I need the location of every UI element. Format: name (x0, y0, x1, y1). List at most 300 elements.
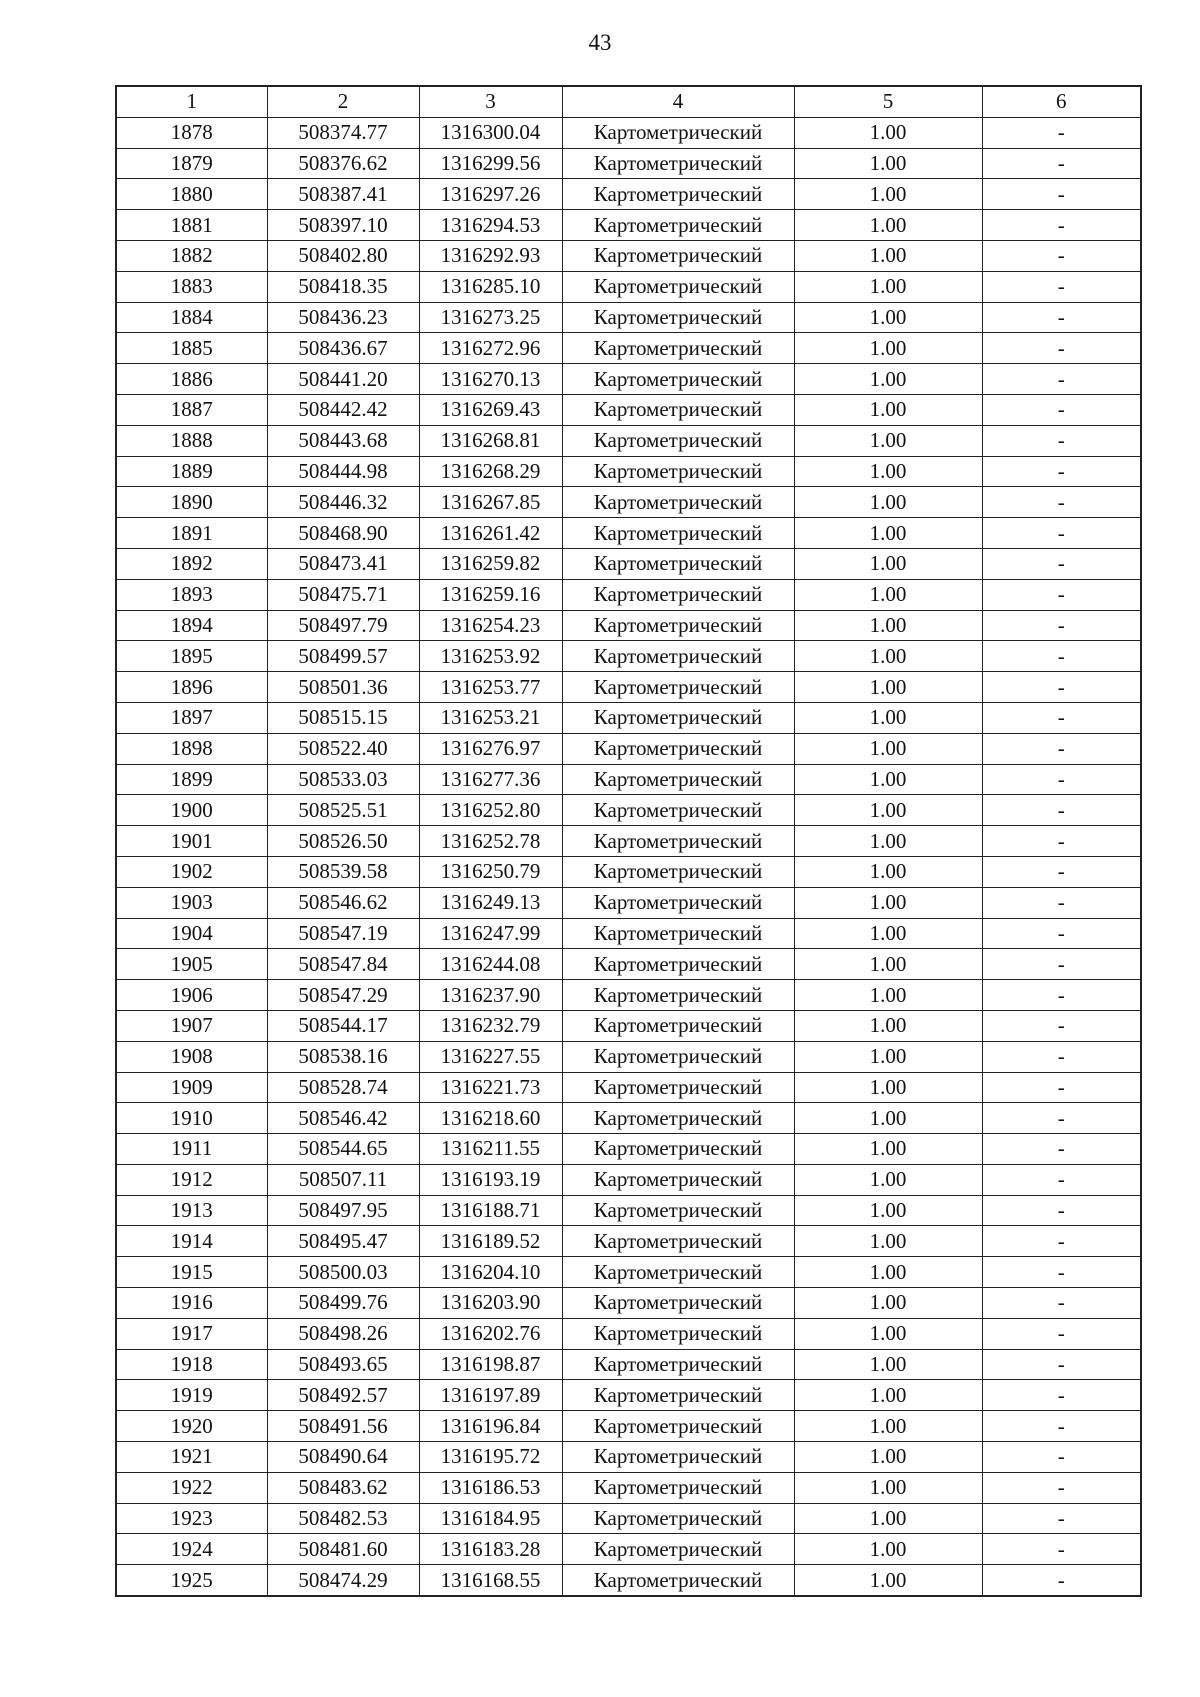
note-cell: - (982, 1534, 1141, 1565)
note-cell: - (982, 1041, 1141, 1072)
method-cell: Картометрический (562, 733, 794, 764)
note-cell: - (982, 1442, 1141, 1473)
table-row (116, 610, 1141, 641)
table-row (116, 1072, 1141, 1103)
point-number-cell: 1903 (116, 887, 267, 918)
accuracy-cell: 1.00 (794, 271, 982, 302)
accuracy-cell: 1.00 (794, 302, 982, 333)
method-cell: Картометрический (562, 1164, 794, 1195)
x-coordinate-cell: 508441.20 (267, 364, 419, 395)
accuracy-cell: 1.00 (794, 1195, 982, 1226)
y-coordinate-cell: 1316249.13 (419, 887, 562, 918)
accuracy-cell: 1.00 (794, 364, 982, 395)
point-number-cell: 1892 (116, 548, 267, 579)
table-row (116, 949, 1141, 980)
y-coordinate-cell: 1316168.55 (419, 1565, 562, 1596)
note-cell: - (982, 1472, 1141, 1503)
x-coordinate-cell: 508443.68 (267, 425, 419, 456)
y-coordinate-cell: 1316247.99 (419, 918, 562, 949)
point-number-cell: 1888 (116, 425, 267, 456)
x-coordinate-cell: 508491.56 (267, 1411, 419, 1442)
point-number-cell: 1883 (116, 271, 267, 302)
column-header-5: 5 (794, 86, 982, 117)
y-coordinate-cell: 1316253.77 (419, 672, 562, 703)
note-cell: - (982, 240, 1141, 271)
method-cell: Картометрический (562, 795, 794, 826)
accuracy-cell: 1.00 (794, 1380, 982, 1411)
method-cell: Картометрический (562, 487, 794, 518)
x-coordinate-cell: 508501.36 (267, 672, 419, 703)
x-coordinate-cell: 508528.74 (267, 1072, 419, 1103)
note-cell: - (982, 333, 1141, 364)
point-number-cell: 1879 (116, 148, 267, 179)
accuracy-cell: 1.00 (794, 425, 982, 456)
x-coordinate-cell: 508397.10 (267, 210, 419, 241)
table-row (116, 1103, 1141, 1134)
note-cell: - (982, 1010, 1141, 1041)
x-coordinate-cell: 508475.71 (267, 579, 419, 610)
table-row (116, 1349, 1141, 1380)
y-coordinate-cell: 1316273.25 (419, 302, 562, 333)
table-row (116, 1226, 1141, 1257)
accuracy-cell: 1.00 (794, 148, 982, 179)
y-coordinate-cell: 1316198.87 (419, 1349, 562, 1380)
x-coordinate-cell: 508493.65 (267, 1349, 419, 1380)
x-coordinate-cell: 508547.84 (267, 949, 419, 980)
point-number-cell: 1894 (116, 610, 267, 641)
accuracy-cell: 1.00 (794, 733, 982, 764)
note-cell: - (982, 148, 1141, 179)
accuracy-cell: 1.00 (794, 610, 982, 641)
method-cell: Картометрический (562, 425, 794, 456)
point-number-cell: 1898 (116, 733, 267, 764)
x-coordinate-cell: 508533.03 (267, 764, 419, 795)
y-coordinate-cell: 1316253.92 (419, 641, 562, 672)
accuracy-cell: 1.00 (794, 1134, 982, 1165)
point-number-cell: 1904 (116, 918, 267, 949)
point-number-cell: 1925 (116, 1565, 267, 1596)
point-number-cell: 1880 (116, 179, 267, 210)
x-coordinate-cell: 508539.58 (267, 856, 419, 887)
x-coordinate-cell: 508376.62 (267, 148, 419, 179)
x-coordinate-cell: 508526.50 (267, 826, 419, 857)
method-cell: Картометрический (562, 949, 794, 980)
method-cell: Картометрический (562, 1411, 794, 1442)
table-row (116, 1288, 1141, 1319)
accuracy-cell: 1.00 (794, 1534, 982, 1565)
y-coordinate-cell: 1316294.53 (419, 210, 562, 241)
x-coordinate-cell: 508483.62 (267, 1472, 419, 1503)
x-coordinate-cell: 508418.35 (267, 271, 419, 302)
accuracy-cell: 1.00 (794, 1041, 982, 1072)
point-number-cell: 1886 (116, 364, 267, 395)
note-cell: - (982, 179, 1141, 210)
method-cell: Картометрический (562, 1226, 794, 1257)
table-row (116, 1010, 1141, 1041)
y-coordinate-cell: 1316197.89 (419, 1380, 562, 1411)
y-coordinate-cell: 1316270.13 (419, 364, 562, 395)
method-cell: Картометрический (562, 394, 794, 425)
table-row (116, 302, 1141, 333)
x-coordinate-cell: 508499.76 (267, 1288, 419, 1319)
x-coordinate-cell: 508436.23 (267, 302, 419, 333)
table-row (116, 1411, 1141, 1442)
point-number-cell: 1900 (116, 795, 267, 826)
point-number-cell: 1890 (116, 487, 267, 518)
note-cell: - (982, 702, 1141, 733)
point-number-cell: 1914 (116, 1226, 267, 1257)
x-coordinate-cell: 508547.19 (267, 918, 419, 949)
table-row (116, 980, 1141, 1011)
method-cell: Картометрический (562, 672, 794, 703)
note-cell: - (982, 641, 1141, 672)
table-row (116, 425, 1141, 456)
method-cell: Картометрический (562, 1349, 794, 1380)
accuracy-cell: 1.00 (794, 826, 982, 857)
table-row (116, 1503, 1141, 1534)
note-cell: - (982, 1226, 1141, 1257)
note-cell: - (982, 1072, 1141, 1103)
y-coordinate-cell: 1316195.72 (419, 1442, 562, 1473)
table-row (116, 733, 1141, 764)
y-coordinate-cell: 1316277.36 (419, 764, 562, 795)
table-row (116, 456, 1141, 487)
y-coordinate-cell: 1316272.96 (419, 333, 562, 364)
accuracy-cell: 1.00 (794, 1257, 982, 1288)
method-cell: Картометрический (562, 179, 794, 210)
point-number-cell: 1901 (116, 826, 267, 857)
method-cell: Картометрический (562, 1134, 794, 1165)
accuracy-cell: 1.00 (794, 210, 982, 241)
x-coordinate-cell: 508497.79 (267, 610, 419, 641)
accuracy-cell: 1.00 (794, 579, 982, 610)
accuracy-cell: 1.00 (794, 1072, 982, 1103)
table-row (116, 240, 1141, 271)
accuracy-cell: 1.00 (794, 1442, 982, 1473)
x-coordinate-cell: 508492.57 (267, 1380, 419, 1411)
point-number-cell: 1910 (116, 1103, 267, 1134)
y-coordinate-cell: 1316189.52 (419, 1226, 562, 1257)
y-coordinate-cell: 1316267.85 (419, 487, 562, 518)
table-row (116, 1534, 1141, 1565)
method-cell: Картометрический (562, 764, 794, 795)
table-row (116, 1164, 1141, 1195)
note-cell: - (982, 1318, 1141, 1349)
y-coordinate-cell: 1316204.10 (419, 1257, 562, 1288)
x-coordinate-cell: 508515.15 (267, 702, 419, 733)
table-header (116, 86, 1141, 117)
note-cell: - (982, 548, 1141, 579)
y-coordinate-cell: 1316261.42 (419, 518, 562, 549)
x-coordinate-cell: 508468.90 (267, 518, 419, 549)
table-row (116, 1195, 1141, 1226)
note-cell: - (982, 364, 1141, 395)
accuracy-cell: 1.00 (794, 949, 982, 980)
header-row (116, 86, 1141, 117)
point-number-cell: 1921 (116, 1442, 267, 1473)
point-number-cell: 1889 (116, 456, 267, 487)
method-cell: Картометрический (562, 1103, 794, 1134)
method-cell: Картометрический (562, 210, 794, 241)
method-cell: Картометрический (562, 641, 794, 672)
note-cell: - (982, 887, 1141, 918)
note-cell: - (982, 425, 1141, 456)
accuracy-cell: 1.00 (794, 1164, 982, 1195)
note-cell: - (982, 271, 1141, 302)
y-coordinate-cell: 1316218.60 (419, 1103, 562, 1134)
y-coordinate-cell: 1316193.19 (419, 1164, 562, 1195)
table-row (116, 641, 1141, 672)
table-row (116, 271, 1141, 302)
note-cell: - (982, 1349, 1141, 1380)
x-coordinate-cell: 508497.95 (267, 1195, 419, 1226)
table-row (116, 148, 1141, 179)
note-cell: - (982, 579, 1141, 610)
method-cell: Картометрический (562, 271, 794, 302)
method-cell: Картометрический (562, 702, 794, 733)
x-coordinate-cell: 508507.11 (267, 1164, 419, 1195)
table-row (116, 795, 1141, 826)
method-cell: Картометрический (562, 518, 794, 549)
x-coordinate-cell: 508522.40 (267, 733, 419, 764)
note-cell: - (982, 1164, 1141, 1195)
accuracy-cell: 1.00 (794, 980, 982, 1011)
method-cell: Картометрический (562, 117, 794, 148)
point-number-cell: 1902 (116, 856, 267, 887)
point-number-cell: 1906 (116, 980, 267, 1011)
note-cell: - (982, 117, 1141, 148)
method-cell: Картометрический (562, 148, 794, 179)
x-coordinate-cell: 508481.60 (267, 1534, 419, 1565)
x-coordinate-cell: 508490.64 (267, 1442, 419, 1473)
method-cell: Картометрический (562, 579, 794, 610)
point-number-cell: 1917 (116, 1318, 267, 1349)
point-number-cell: 1922 (116, 1472, 267, 1503)
column-header-2: 2 (267, 86, 419, 117)
x-coordinate-cell: 508387.41 (267, 179, 419, 210)
table-row (116, 1380, 1141, 1411)
accuracy-cell: 1.00 (794, 1318, 982, 1349)
page-number: 43 (588, 30, 612, 55)
accuracy-cell: 1.00 (794, 487, 982, 518)
x-coordinate-cell: 508544.65 (267, 1134, 419, 1165)
y-coordinate-cell: 1316285.10 (419, 271, 562, 302)
table-row (116, 394, 1141, 425)
method-cell: Картометрический (562, 856, 794, 887)
point-number-cell: 1920 (116, 1411, 267, 1442)
y-coordinate-cell: 1316221.73 (419, 1072, 562, 1103)
table-row (116, 826, 1141, 857)
note-cell: - (982, 980, 1141, 1011)
note-cell: - (982, 1565, 1141, 1596)
table-row (116, 1565, 1141, 1596)
table-row (116, 1041, 1141, 1072)
accuracy-cell: 1.00 (794, 1010, 982, 1041)
x-coordinate-cell: 508546.62 (267, 887, 419, 918)
point-number-cell: 1907 (116, 1010, 267, 1041)
point-number-cell: 1881 (116, 210, 267, 241)
point-number-cell: 1915 (116, 1257, 267, 1288)
point-number-cell: 1891 (116, 518, 267, 549)
y-coordinate-cell: 1316259.82 (419, 548, 562, 579)
y-coordinate-cell: 1316252.80 (419, 795, 562, 826)
point-number-cell: 1884 (116, 302, 267, 333)
table-row (116, 1134, 1141, 1165)
accuracy-cell: 1.00 (794, 672, 982, 703)
x-coordinate-cell: 508446.32 (267, 487, 419, 518)
accuracy-cell: 1.00 (794, 456, 982, 487)
y-coordinate-cell: 1316202.76 (419, 1318, 562, 1349)
method-cell: Картометрический (562, 887, 794, 918)
note-cell: - (982, 456, 1141, 487)
accuracy-cell: 1.00 (794, 918, 982, 949)
y-coordinate-cell: 1316268.81 (419, 425, 562, 456)
note-cell: - (982, 394, 1141, 425)
point-number-cell: 1899 (116, 764, 267, 795)
accuracy-cell: 1.00 (794, 856, 982, 887)
accuracy-cell: 1.00 (794, 1565, 982, 1596)
note-cell: - (982, 1103, 1141, 1134)
table-row (116, 487, 1141, 518)
y-coordinate-cell: 1316196.84 (419, 1411, 562, 1442)
method-cell: Картометрический (562, 918, 794, 949)
x-coordinate-cell: 508500.03 (267, 1257, 419, 1288)
method-cell: Картометрический (562, 1072, 794, 1103)
y-coordinate-cell: 1316237.90 (419, 980, 562, 1011)
note-cell: - (982, 1288, 1141, 1319)
coordinates-table (115, 85, 1142, 1597)
x-coordinate-cell: 508495.47 (267, 1226, 419, 1257)
x-coordinate-cell: 508473.41 (267, 548, 419, 579)
table-row (116, 1318, 1141, 1349)
y-coordinate-cell: 1316292.93 (419, 240, 562, 271)
x-coordinate-cell: 508402.80 (267, 240, 419, 271)
point-number-cell: 1911 (116, 1134, 267, 1165)
x-coordinate-cell: 508498.26 (267, 1318, 419, 1349)
x-coordinate-cell: 508442.42 (267, 394, 419, 425)
x-coordinate-cell: 508546.42 (267, 1103, 419, 1134)
method-cell: Картометрический (562, 980, 794, 1011)
method-cell: Картометрический (562, 1380, 794, 1411)
method-cell: Картометрический (562, 1565, 794, 1596)
y-coordinate-cell: 1316188.71 (419, 1195, 562, 1226)
method-cell: Картометрический (562, 548, 794, 579)
y-coordinate-cell: 1316252.78 (419, 826, 562, 857)
method-cell: Картометрический (562, 1472, 794, 1503)
table-row (116, 764, 1141, 795)
point-number-cell: 1908 (116, 1041, 267, 1072)
table-row (116, 518, 1141, 549)
y-coordinate-cell: 1316259.16 (419, 579, 562, 610)
point-number-cell: 1885 (116, 333, 267, 364)
accuracy-cell: 1.00 (794, 795, 982, 826)
method-cell: Картометрический (562, 1257, 794, 1288)
accuracy-cell: 1.00 (794, 1411, 982, 1442)
y-coordinate-cell: 1316254.23 (419, 610, 562, 641)
method-cell: Картометрический (562, 456, 794, 487)
note-cell: - (982, 672, 1141, 703)
table-row (116, 1257, 1141, 1288)
point-number-cell: 1896 (116, 672, 267, 703)
table-row (116, 210, 1141, 241)
x-coordinate-cell: 508547.29 (267, 980, 419, 1011)
point-number-cell: 1909 (116, 1072, 267, 1103)
point-number-cell: 1878 (116, 117, 267, 148)
accuracy-cell: 1.00 (794, 333, 982, 364)
note-cell: - (982, 210, 1141, 241)
note-cell: - (982, 302, 1141, 333)
accuracy-cell: 1.00 (794, 1472, 982, 1503)
accuracy-cell: 1.00 (794, 179, 982, 210)
point-number-cell: 1924 (116, 1534, 267, 1565)
note-cell: - (982, 918, 1141, 949)
y-coordinate-cell: 1316186.53 (419, 1472, 562, 1503)
table-row (116, 702, 1141, 733)
y-coordinate-cell: 1316184.95 (419, 1503, 562, 1534)
y-coordinate-cell: 1316299.56 (419, 148, 562, 179)
accuracy-cell: 1.00 (794, 1288, 982, 1319)
point-number-cell: 1897 (116, 702, 267, 733)
note-cell: - (982, 1134, 1141, 1165)
point-number-cell: 1912 (116, 1164, 267, 1195)
x-coordinate-cell: 508444.98 (267, 456, 419, 487)
method-cell: Картометрический (562, 610, 794, 641)
table-row (116, 918, 1141, 949)
accuracy-cell: 1.00 (794, 240, 982, 271)
y-coordinate-cell: 1316232.79 (419, 1010, 562, 1041)
method-cell: Картометрический (562, 364, 794, 395)
note-cell: - (982, 1503, 1141, 1534)
point-number-cell: 1882 (116, 240, 267, 271)
y-coordinate-cell: 1316253.21 (419, 702, 562, 733)
table-row (116, 333, 1141, 364)
point-number-cell: 1893 (116, 579, 267, 610)
method-cell: Картометрический (562, 1010, 794, 1041)
y-coordinate-cell: 1316297.26 (419, 179, 562, 210)
note-cell: - (982, 826, 1141, 857)
point-number-cell: 1923 (116, 1503, 267, 1534)
y-coordinate-cell: 1316244.08 (419, 949, 562, 980)
point-number-cell: 1918 (116, 1349, 267, 1380)
y-coordinate-cell: 1316211.55 (419, 1134, 562, 1165)
x-coordinate-cell: 508436.67 (267, 333, 419, 364)
y-coordinate-cell: 1316183.28 (419, 1534, 562, 1565)
column-header-1: 1 (116, 86, 267, 117)
point-number-cell: 1887 (116, 394, 267, 425)
note-cell: - (982, 764, 1141, 795)
note-cell: - (982, 1411, 1141, 1442)
accuracy-cell: 1.00 (794, 1503, 982, 1534)
method-cell: Картометрический (562, 1041, 794, 1072)
method-cell: Картометрический (562, 1288, 794, 1319)
method-cell: Картометрический (562, 1442, 794, 1473)
accuracy-cell: 1.00 (794, 887, 982, 918)
column-header-3: 3 (419, 86, 562, 117)
accuracy-cell: 1.00 (794, 394, 982, 425)
method-cell: Картометрический (562, 826, 794, 857)
note-cell: - (982, 949, 1141, 980)
accuracy-cell: 1.00 (794, 702, 982, 733)
table-row (116, 117, 1141, 148)
point-number-cell: 1913 (116, 1195, 267, 1226)
point-number-cell: 1895 (116, 641, 267, 672)
x-coordinate-cell: 508525.51 (267, 795, 419, 826)
note-cell: - (982, 610, 1141, 641)
note-cell: - (982, 1380, 1141, 1411)
column-header-6: 6 (982, 86, 1141, 117)
note-cell: - (982, 518, 1141, 549)
table-row (116, 856, 1141, 887)
